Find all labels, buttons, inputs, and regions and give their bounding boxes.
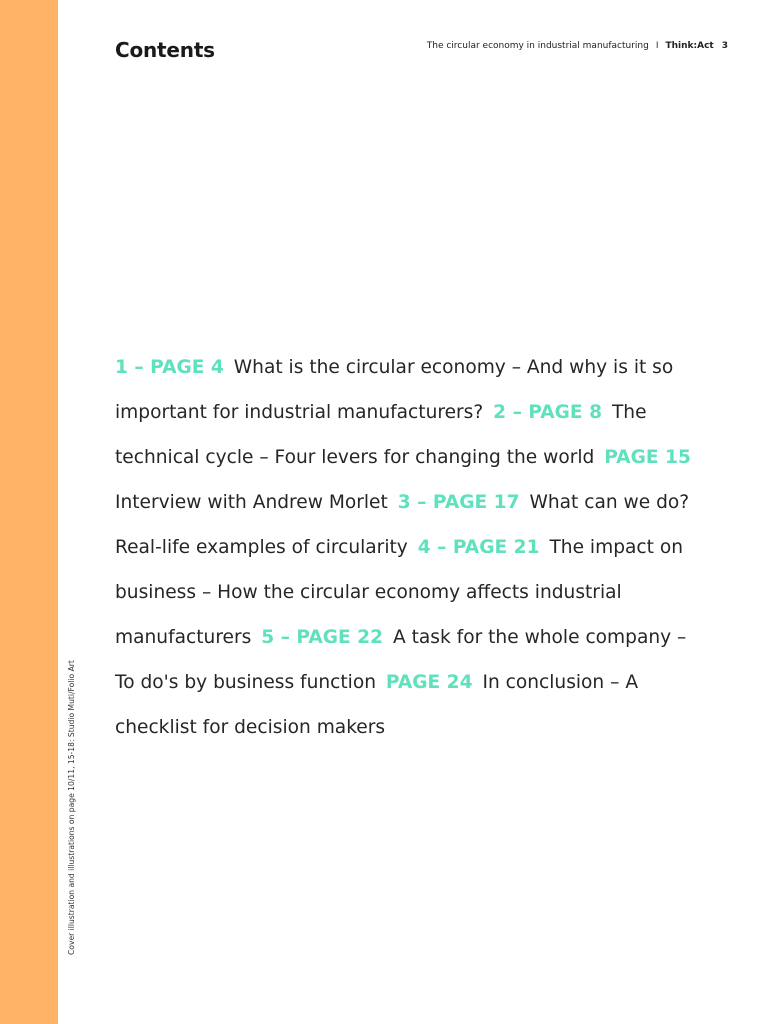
toc-page-label: 2 – PAGE 8 <box>493 402 603 423</box>
toc-entry-title: The impact on business – How the circular economy affects industrial manufacturers <box>115 537 683 648</box>
page-number: 3 <box>721 41 728 51</box>
table-of-contents <box>115 345 700 750</box>
toc-page-label: PAGE 15 <box>604 447 691 468</box>
toc-page-label: PAGE 24 <box>385 672 473 693</box>
toc-page-label: 4 – PAGE 21 <box>417 537 540 558</box>
page-title: Contents <box>115 38 215 62</box>
illustration-credit: Cover illustration and illustrations on page 10/11, 15-18: Studio Muti/Folio Art <box>67 660 76 955</box>
header-separator: I <box>655 41 659 51</box>
toc-page-label: 5 – PAGE 22 <box>261 627 384 648</box>
toc-entry-title: What is the circular economy – And why is it so important for industrial manufacturers? <box>115 357 674 423</box>
toc-entry-title: What can we do? Real-life examples of circularity <box>115 492 690 558</box>
publication-title: The circular economy in industrial manufacturing <box>426 41 649 51</box>
toc-page-label: 1 – PAGE 4 <box>115 357 224 378</box>
toc-entry-title: In conclusion – A checklist for decision makers <box>115 672 639 738</box>
orange-sidebar-band <box>0 0 58 1024</box>
toc-entry-title: A task for the whole company – To do's by business function <box>115 627 687 693</box>
brand-label: Think:Act <box>665 41 714 51</box>
toc-entry-title: Interview with Andrew Morlet <box>115 492 388 513</box>
toc-page-label: 3 – PAGE 17 <box>397 492 520 513</box>
toc-entry-title: The technical cycle – Four levers for changing the world <box>115 402 647 468</box>
running-header <box>427 41 728 51</box>
